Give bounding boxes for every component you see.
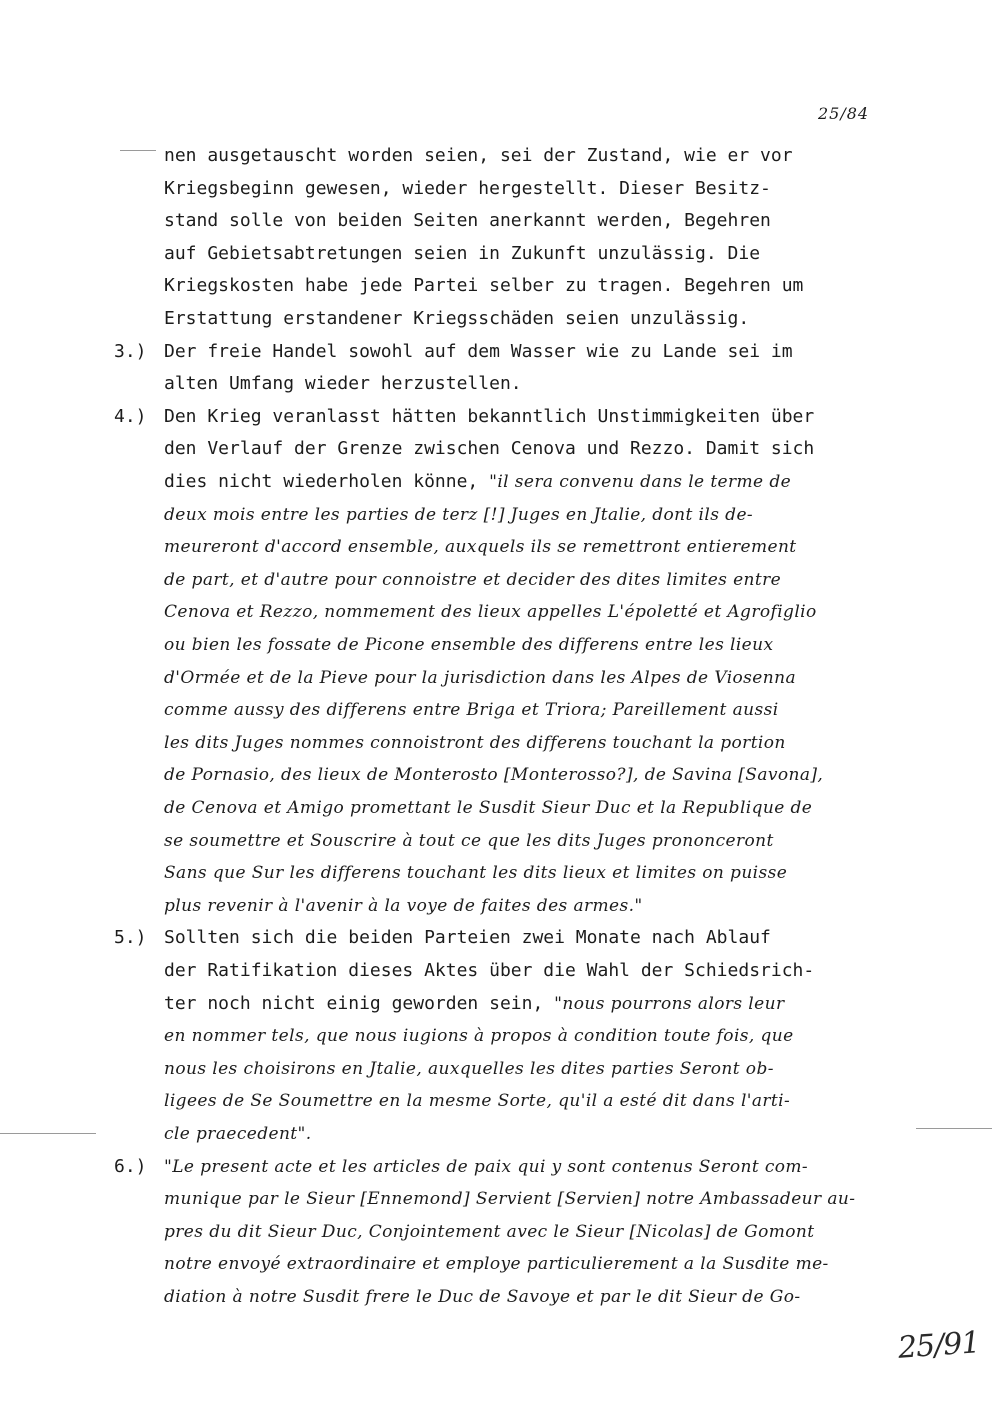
- text-segment-french-quote: "il sera convenu dans le terme de: [489, 472, 792, 492]
- text-line: Sans que Sur les differens touchant les dits lieux et limites on puisse: [164, 863, 788, 884]
- text-line: Cenova et Rezzo, nommement des lieux appelles L'époletté et Agrofiglio: [164, 602, 817, 623]
- text-line: [164, 469, 791, 495]
- text-segment-french-quote: "nous pourrons alors leur: [554, 993, 785, 1014]
- text-line: munique par le Sieur [Ennemond] Servient [Servien] notre Ambassadeur au-: [164, 1189, 856, 1210]
- text-line: der Ratifikation dieses Aktes über die Wahl der Schiedsrich-: [164, 960, 815, 981]
- text-line: d'Ormée et de la Pieve pour la jurisdiction dans les Alpes de Viosenna: [164, 667, 796, 688]
- text-line: auf Gebietsabtretungen seien in Zukunft unzulässig. Die: [164, 242, 761, 264]
- text-line: Der freie Handel sowohl auf dem Wasser wie zu Lande sei im: [164, 340, 793, 362]
- text-line: se soumettre et Souscrire à tout ce que les dits Juges prononceront: [164, 830, 774, 851]
- text-line: ligees de Se Soumettre en la mesme Sorte, qu'il a esté dit dans l'arti-: [164, 1091, 791, 1112]
- page-number: 25/84: [818, 104, 870, 123]
- text-line: Kriegsbeginn gewesen, wieder hergestellt. Dieser Besitz-: [164, 177, 771, 199]
- text-line: den Verlauf der Grenze zwischen Cenova und Rezzo. Damit sich: [164, 438, 815, 460]
- text-segment-german: ter noch nicht einig geworden sein,: [164, 992, 555, 1014]
- text-line: deux mois entre les parties de terz [!] Juges en Jtalie, dont ils de-: [164, 504, 754, 525]
- scan-edge-mark: [0, 1133, 96, 1134]
- text-line: "Le present acte et les articles de paix qui y sont contenus Seront com-: [164, 1156, 809, 1177]
- text-line: les dits Juges nommes connoistront des differens touchant la portion: [164, 732, 786, 753]
- text-line: meureront d'accord ensemble, auxquels ils se remettront entierement: [164, 537, 797, 558]
- list-number: 3.): [114, 340, 147, 362]
- text-line: ou bien les fossate de Picone ensemble des differens entre les lieux: [164, 635, 774, 655]
- handwritten-page-stamp: 25/91: [896, 1325, 981, 1366]
- text-line: de Pornasio, des lieux de Monterosto [Monterosso?], de Savina [Savona],: [164, 765, 824, 786]
- text-line: pres du dit Sieur Duc, Conjointement avec le Sieur [Nicolas] de Gomont: [164, 1221, 815, 1242]
- text-line: Den Krieg veranlasst hätten bekanntlich Unstimmigkeiten über: [164, 405, 815, 427]
- text-line: comme aussy des differens entre Briga et Triora; Pareillement aussi: [164, 700, 779, 721]
- scan-edge-mark: [120, 150, 156, 151]
- text-line: Erstattung erstandener Kriegsschäden seien unzulässig.: [164, 308, 750, 329]
- text-line: plus revenir à l'avenir à la voye de faites des armes.": [164, 895, 643, 916]
- scan-edge-mark: [916, 1128, 992, 1129]
- list-number: 6.): [114, 1155, 147, 1177]
- text-segment-german: dies nicht wiederholen könne,: [164, 471, 490, 492]
- text-line: Sollten sich die beiden Parteien zwei Monate nach Ablauf: [164, 927, 771, 949]
- text-line: en nommer tels, que nous iugions à propos à condition toute fois, que: [164, 1026, 794, 1047]
- text-line: nous les choisirons en Jtalie, auxquelles les dites parties Seront ob-: [164, 1058, 774, 1079]
- text-line: cle praecedent".: [164, 1124, 312, 1144]
- text-line: de Cenova et Amigo promettant le Susdit Sieur Duc et la Republique de: [164, 798, 813, 818]
- text-line: nen ausgetauscht worden seien, sei der Zustand, wie er vor: [164, 145, 793, 166]
- list-number: 4.): [114, 405, 147, 427]
- text-line: alten Umfang wieder herzustellen.: [164, 373, 522, 395]
- text-line: de part, et d'autre pour connoistre et decider des dites limites entre: [164, 569, 782, 590]
- text-line: [164, 991, 785, 1017]
- text-line: notre envoyé extraordinaire et employe particulierement a la Susdite me-: [164, 1254, 829, 1275]
- list-number: 5.): [114, 927, 147, 949]
- text-line: stand solle von beiden Seiten anerkannt werden, Begehren: [164, 210, 771, 232]
- text-line: Kriegskosten habe jede Partei selber zu tragen. Begehren um: [164, 275, 804, 297]
- text-line: diation à notre Susdit frere le Duc de Savoye et par le dit Sieur de Go-: [164, 1287, 801, 1307]
